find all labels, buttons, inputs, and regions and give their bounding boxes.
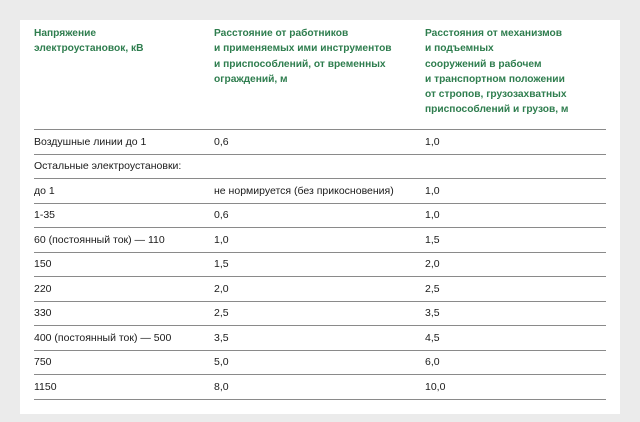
cell-voltage: 150 <box>34 258 52 271</box>
cell-mechanism-distance: 1,0 <box>425 209 440 222</box>
table-row <box>34 253 606 278</box>
table-row <box>34 179 606 204</box>
cell-mechanism-distance: 2,0 <box>425 258 440 271</box>
cell-voltage: 330 <box>34 307 52 320</box>
header-voltage: Напряжение электроустановок, кВ <box>34 28 144 55</box>
cell-worker-distance: 1,0 <box>214 233 229 246</box>
cell-voltage: до 1 <box>34 184 55 197</box>
cell-mechanism-distance: 3,5 <box>425 307 440 320</box>
cell-mechanism-distance: 1,0 <box>425 135 440 148</box>
cell-worker-distance: 0,6 <box>214 135 229 148</box>
cell-voltage: 1150 <box>34 380 57 393</box>
safety-distance-table <box>34 20 606 400</box>
table-row <box>34 302 606 327</box>
cell-worker-distance: 0,6 <box>214 209 229 222</box>
cell-mechanism-distance: 4,5 <box>425 331 440 344</box>
cell-mechanism-distance: 1,0 <box>425 184 440 197</box>
cell-mechanism-distance: 2,5 <box>425 282 440 295</box>
cell-worker-distance: 2,0 <box>214 282 229 295</box>
cell-voltage: 220 <box>34 282 52 295</box>
cell-voltage: 1-35 <box>34 209 56 222</box>
header-mechanism-distance: Расстояния от механизмов и подъемных сооружений в рабочем и транспортном положении от стропов, грузозахватных приспособлений и грузов, м <box>425 28 569 116</box>
table-card <box>20 20 620 414</box>
cell-worker-distance: 5,0 <box>214 356 229 369</box>
table-header-row <box>34 20 606 130</box>
table-body <box>34 130 606 400</box>
cell-worker-distance: 1,5 <box>214 258 229 271</box>
table-row <box>34 130 606 155</box>
cell-voltage: 60 (постоянный ток) — 110 <box>34 233 165 246</box>
table-row <box>34 155 606 180</box>
cell-worker-distance: 2,5 <box>214 307 229 320</box>
table-row <box>34 351 606 376</box>
cell-mechanism-distance: 1,5 <box>425 233 440 246</box>
table-row <box>34 204 606 229</box>
table-row <box>34 277 606 302</box>
cell-mechanism-distance: 6,0 <box>425 356 440 369</box>
cell-voltage: 750 <box>34 356 52 369</box>
table-row <box>34 228 606 253</box>
section-label: Остальные электроустановки: <box>34 160 182 173</box>
cell-worker-distance: не нормируется (без прикосновения) <box>214 184 394 197</box>
table-row <box>34 326 606 351</box>
header-worker-distance: Расстояние от работников и применяемых ими инструментов и приспособлений, от временных ограждений, м <box>214 28 392 85</box>
cell-worker-distance: 8,0 <box>214 380 229 393</box>
table-row <box>34 375 606 400</box>
cell-worker-distance: 3,5 <box>214 331 229 344</box>
cell-voltage: 400 (постоянный ток) — 500 <box>34 331 172 344</box>
cell-mechanism-distance: 10,0 <box>425 380 446 393</box>
cell-voltage: Воздушные линии до 1 <box>34 135 147 148</box>
